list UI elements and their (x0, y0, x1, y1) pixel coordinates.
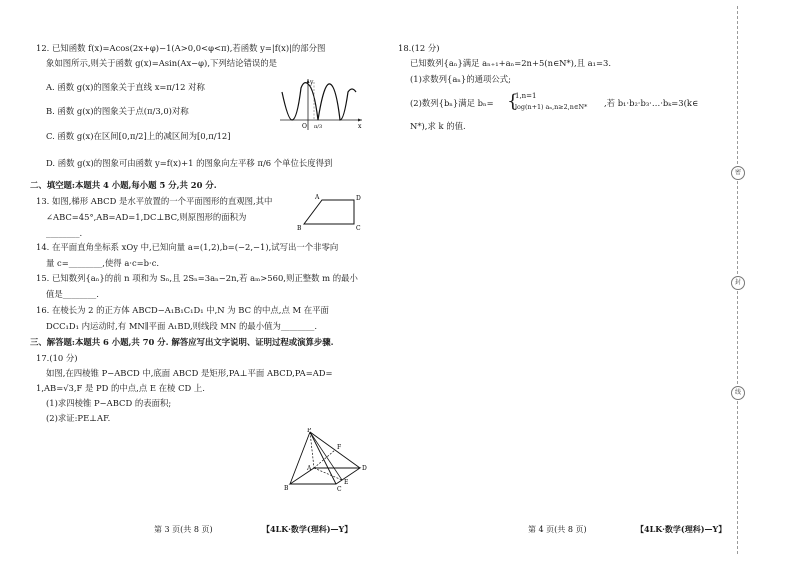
q13-label-d: D (356, 195, 361, 202)
q12-graph-origin: O (302, 123, 307, 130)
right-footer-code: 【4LK·数学(理科)—Y】 (636, 524, 727, 534)
q13-trapezoid-figure (296, 192, 366, 232)
q13-label-b: B (297, 225, 302, 232)
q12-option-a: A. 函数 g(x)的图象关于直线 x=π/12 对称 (46, 82, 205, 92)
q18-heading: 18.(12 分) (398, 43, 440, 53)
q17-heading: 17.(10 分) (36, 353, 78, 363)
q15-line2: 值是________. (46, 289, 99, 299)
q13-line2: ∠ABC=45°,AB=AD=1,DC⊥BC,则原图形的面积为 (46, 212, 247, 222)
q18-last-line: N*),求 k 的值. (410, 121, 466, 131)
q12-graph-xlabel: x (358, 123, 362, 130)
q13-label-a: A (315, 194, 320, 201)
q17-label-p: P (307, 428, 312, 434)
q17-label-b: B (284, 485, 289, 492)
q12-graph (278, 76, 364, 132)
q17-pyramid-figure (280, 428, 370, 494)
left-footer-page-number: 第 3 页(共 8 页) (154, 525, 213, 534)
q17-label-d: D (362, 465, 367, 472)
section-2-heading: 二、填空题:本题共 4 小题,每小题 5 分,共 20 分. (30, 180, 217, 190)
q13-line1: 13. 如图,梯形 ABCD 是水平放置的一个平面图形的直观图,其中 (36, 196, 273, 206)
q18-case1: 1,n=1 (515, 92, 537, 100)
q12-line2: 象如图所示,则关于函数 g(x)=Asin(Ax−φ),下列结论错误的是 (46, 58, 277, 68)
q18-part2-prefix: (2)数列{bₙ}满足 bₙ= (410, 98, 494, 108)
binding-mark-3: 线 (731, 386, 745, 400)
q16-line2: DCC₁D₁ 内运动时,有 MN∥平面 A₁BD,则线段 MN 的最小值为________. (46, 321, 318, 331)
binding-mark-2: 封 (731, 276, 745, 290)
q12-option-b: B. 函数 g(x)的图象关于点(π/3,0)对称 (46, 106, 189, 116)
q17-label-c: C (337, 486, 342, 493)
q14-line1: 14. 在平面直角坐标系 xOy 中,已知向量 a=(1,2),b=(−2,−1),试写出一个非零向 (36, 242, 339, 252)
q17-line2: 1,AB=√3,F 是 PD 的中点,点 E 在棱 CD 上. (36, 383, 205, 393)
q12-option-d: D. 函数 g(x)的图象可由函数 y=f(x)+1 的图象向左平移 π/6 个单位长度得到 (46, 158, 333, 168)
binding-mark-1: 密 (731, 166, 745, 180)
q17-label-f: F (337, 444, 342, 451)
q17-part1: (1)求四棱锥 P−ABCD 的表面积; (46, 398, 172, 408)
q14-line2: 量 c=________,使得 a·c=b·c. (46, 258, 160, 268)
q17-line1: 如图,在四棱锥 P−ABCD 中,底面 ABCD 是矩形,PA⊥平面 ABCD,PA=AD= (46, 368, 333, 378)
q15-line1: 15. 已知数列{aₙ}的前 n 项和为 Sₙ,且 2Sₙ=3aₙ−2n,若 aₘ>560,则正整数 m 的最小 (36, 273, 358, 283)
right-footer-page-number: 第 4 页(共 8 页) (528, 525, 587, 534)
q17-part2: (2)求证:PE⊥AF. (46, 413, 111, 423)
q13-line3: ________. (46, 228, 83, 238)
q13-label-c: C (356, 225, 361, 232)
q18-part2-suffix: ,若 b₁·b₂·b₃·…·bₖ=3(k∈ (604, 98, 699, 108)
q18-brace: { (507, 91, 519, 112)
q18-case2: log(n+1) aₙ,n≥2,n∈N* (515, 103, 588, 111)
q16-line1: 16. 在棱长为 2 的正方体 ABCD−A₁B₁C₁D₁ 中,N 为 BC 的中点,点 M 在平面 (36, 305, 329, 315)
q12-graph-ylabel: y (310, 79, 314, 86)
q18-line1: 已知数列{aₙ}满足 aₙ₊₁+aₙ=2n+5(n∈N*),且 a₁=3. (410, 58, 611, 68)
q18-part1: (1)求数列{aₙ}的通项公式; (410, 74, 511, 84)
q17-label-a: A (307, 465, 312, 472)
q12-graph-tick: π/3 (314, 124, 323, 130)
left-footer-code: 【4LK·数学(理科)—Y】 (262, 524, 353, 534)
section-3-heading: 三、解答题:本题共 6 小题,共 70 分. 解答应写出文字说明、证明过程或演算步骤. (30, 337, 334, 347)
q12-option-c: C. 函数 g(x)在区间[0,π/2]上的减区间为[0,π/12] (46, 131, 231, 141)
q17-label-e: E (344, 479, 349, 486)
q12-line1: 12. 已知函数 f(x)=Acos(2x+φ)−1(A>0,0<φ<π),若函数 y=|f(x)|的部分图 (36, 43, 326, 53)
